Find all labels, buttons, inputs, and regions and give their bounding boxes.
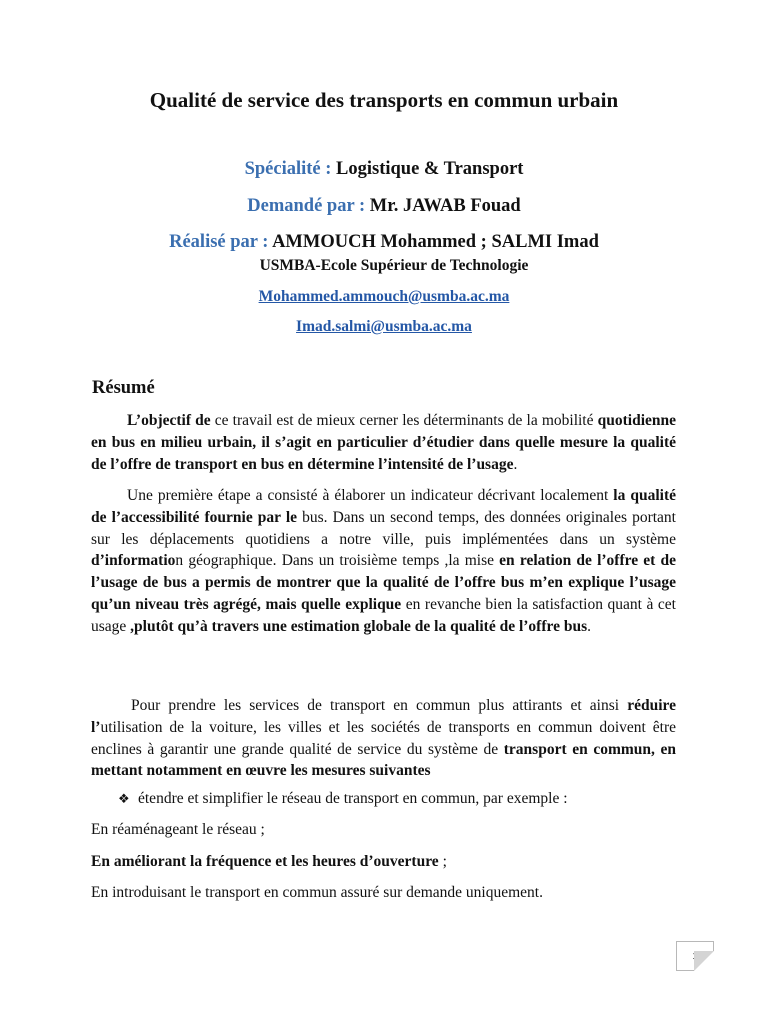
p2-bold-d: d’informatio: [91, 552, 176, 570]
p1-bold-a: L’objectif de: [127, 412, 211, 429]
document-title: Qualité de service des transports en commun urbain: [149, 88, 619, 112]
p2-text-a: Une première étape a consisté à élaborer un indicateur décrivant localement: [127, 487, 614, 504]
measure-line-1: En réaménageant le réseau ;: [91, 821, 265, 838]
demande-line: [0, 196, 768, 217]
resume-heading: Résumé: [92, 378, 155, 398]
p1-text-b: ce travail est de mieux cerner les déterminants de la mobilité: [210, 412, 598, 429]
specialite-value: Logistique & Transport: [336, 159, 524, 179]
p3-text-c: utilisation de la voiture, les villes et les sociétés de transports en commun doivent être enclines à garantir une grande qualité de service du système de: [91, 718, 676, 758]
measure-line-3: En introduisant le transport en commun assuré sur demande uniquement.: [91, 884, 543, 901]
page-number-box: [676, 941, 714, 971]
p2-text-i: .: [587, 617, 592, 635]
p2-bold-b: la qualité de l’accessibilité fournie par le: [91, 487, 677, 526]
p3-text-a: Pour prendre les services de transport en commun plus attirants et ainsi: [131, 697, 628, 714]
p2-text-c: bus. Dans un second temps, des données originales portant sur les déplacements quotidiens a notre ville, puis implémentées dans un système: [91, 508, 676, 548]
p1-text-d: .: [513, 455, 518, 473]
p2-bold-h: ,plutôt qu’à travers une estimation globale de la qualité de l’offre bus: [130, 617, 588, 635]
realise-line: [0, 232, 768, 253]
resume-paragraph-3: [91, 695, 676, 782]
measure-line-2: [91, 853, 447, 871]
page-number: 1: [692, 951, 698, 961]
p3-bold-d: transport en commun, en mettant notamment en œuvre les mesures suivantes: [91, 740, 676, 780]
p2-bold-f: en relation de l’offre et de l’usage de bus a permis de montrer que la qualité de l’offre bus m’en explique l’usage qu’un niveau très agrégé, mais quelle explique: [91, 552, 676, 613]
p2-text-g: en revanche bien la satisfaction quant à cet usage: [91, 595, 676, 635]
p3-bold-b: réduire l’: [91, 697, 676, 736]
realise-label: Réalisé par :: [169, 232, 269, 252]
resume-paragraph-2: [91, 485, 676, 638]
page-fold-icon: [694, 951, 714, 971]
resume-paragraph-1: [91, 410, 676, 475]
email-link-salmi[interactable]: Imad.salmi@usmba.ac.ma: [296, 318, 472, 335]
realise-value: AMMOUCH Mohammed ; SALMI Imad: [272, 232, 599, 252]
demande-label: Demandé par :: [247, 196, 366, 216]
specialite-line: [0, 159, 768, 180]
specialite-label: Spécialité :: [244, 159, 332, 179]
bullet-text: étendre et simplifier le réseau de transport en commun, par exemple :: [138, 790, 568, 807]
bullet-item: [118, 790, 568, 808]
demande-value: Mr. JAWAB Fouad: [369, 196, 521, 216]
p2-text-e: n géographique. Dans un troisième temps ,la mise: [175, 552, 500, 570]
measure-line-2-rest: ;: [438, 853, 447, 870]
p1-bold-c: quotidienne en bus en milieu urbain, il s’agit en particulier d’étudier dans quelle mesure la qualité de l’offre de transport en bus en détermine l’intensité de l’usage: [91, 412, 677, 473]
school-name: USMBA-Ecole Supérieur de Technologie: [259, 257, 529, 274]
diamond-bullet-icon: ❖: [118, 792, 130, 807]
measure-line-2-bold: En améliorant la fréquence et les heures d’ouverture: [91, 853, 439, 870]
email-link-ammouch[interactable]: Mohammed.ammouch@usmba.ac.ma: [258, 288, 510, 305]
